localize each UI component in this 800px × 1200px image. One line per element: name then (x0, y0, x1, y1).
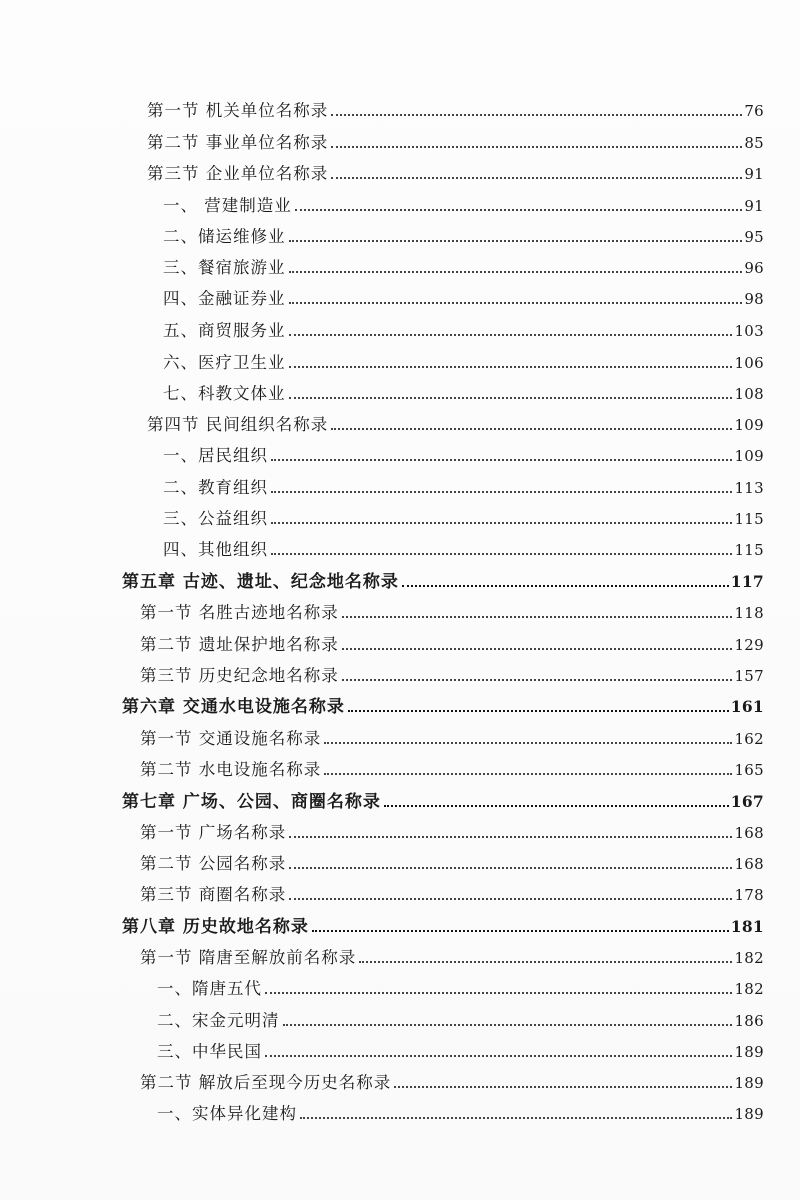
toc-chapter (122, 786, 764, 812)
toc-entry (157, 1005, 764, 1031)
toc-entry (140, 879, 764, 905)
leader-dots (289, 397, 733, 399)
toc-entry-page: 189 (734, 1105, 764, 1123)
toc-entry-title: 第一节 机关单位名称录 (147, 101, 329, 120)
leader-dots (295, 209, 743, 211)
toc-entry (147, 95, 764, 121)
toc-entry-page: 189 (734, 1074, 764, 1092)
leader-dots (289, 240, 743, 242)
toc-entry-page: 109 (734, 416, 764, 434)
toc-entry-title: 一、隋唐五代 (157, 979, 262, 998)
toc-entry-title: 三、中华民国 (157, 1042, 262, 1061)
leader-dots (265, 1055, 732, 1057)
toc-entry (140, 848, 764, 874)
toc-entry-title: 第二节 事业单位名称录 (147, 133, 329, 152)
toc-chapter (122, 911, 764, 937)
toc-entry (140, 597, 764, 623)
toc-entry (163, 252, 764, 278)
toc-entry-page: 182 (734, 949, 764, 967)
leader-dots (271, 522, 732, 524)
toc-entry-page: 182 (734, 980, 764, 998)
toc-entry-page: 91 (744, 165, 764, 183)
toc-entry (140, 754, 764, 780)
toc-entry (163, 534, 764, 560)
toc-entry-title: 六、医疗卫生业 (163, 353, 286, 372)
toc-entry-title: 四、其他组织 (163, 540, 268, 559)
leader-dots (283, 1024, 733, 1026)
toc-entry-title: 一、居民组织 (163, 446, 268, 465)
leader-dots (331, 428, 732, 430)
leader-dots (342, 648, 733, 650)
toc-entry-page: 96 (744, 259, 764, 277)
toc-entry-page: 178 (734, 886, 764, 904)
toc-entry-page: 118 (734, 604, 764, 622)
toc-entry-page: 162 (734, 730, 764, 748)
toc-entry-title: 第四节 民间组织名称录 (147, 415, 329, 434)
toc-entry-title: 一、实体异化建构 (157, 1104, 297, 1123)
leader-dots (265, 992, 732, 994)
toc-entry-page: 95 (744, 228, 764, 246)
leader-dots (324, 742, 732, 744)
leader-dots (289, 867, 732, 869)
toc-chapter-title: 第六章 交通水电设施名称录 (122, 697, 345, 717)
toc-entry (163, 347, 764, 373)
toc-chapter (122, 691, 764, 717)
toc-entry (140, 817, 764, 843)
toc-entry-title: 三、公益组织 (163, 509, 268, 528)
leader-dots (289, 271, 743, 273)
toc-entry-title: 二、教育组织 (163, 478, 268, 497)
toc-entry (163, 283, 764, 309)
toc-chapter-page: 117 (730, 572, 764, 591)
toc-entry (147, 409, 764, 435)
toc-entry-page: 168 (734, 824, 764, 842)
leader-dots (359, 961, 732, 963)
toc-entry (163, 378, 764, 404)
leader-dots (289, 334, 733, 336)
toc-entry (163, 472, 764, 498)
leader-dots (331, 146, 742, 148)
toc-entry (140, 629, 764, 655)
toc-entry-title: 第一节 名胜古迹地名称录 (140, 603, 339, 622)
toc-entry (163, 315, 764, 341)
toc-chapter-title: 第八章 历史故地名称录 (122, 917, 309, 937)
leader-dots (342, 616, 733, 618)
toc-entry-title: 第一节 隋唐至解放前名称录 (140, 948, 357, 967)
toc-entry (147, 127, 764, 153)
toc-chapter-title: 第五章 古迹、遗址、纪念地名称录 (122, 572, 399, 592)
toc-entry-title: 第一节 交通设施名称录 (140, 729, 322, 748)
leader-dots (394, 1086, 732, 1088)
toc-entry-title: 一、 营建制造业 (163, 196, 292, 215)
leader-dots (289, 898, 732, 900)
toc-entry-page: 189 (734, 1043, 764, 1061)
leader-dots (312, 930, 729, 932)
leader-dots (300, 1117, 732, 1119)
toc-entry-page: 106 (734, 354, 764, 372)
toc-chapter-page: 161 (730, 697, 764, 716)
toc-entry (147, 158, 764, 184)
toc-chapter-page: 167 (730, 792, 764, 811)
toc-entry (140, 660, 764, 686)
leader-dots (331, 114, 742, 116)
toc-chapter (122, 566, 764, 592)
toc-entry-page: 109 (734, 447, 764, 465)
toc-entry-title: 第二节 水电设施名称录 (140, 760, 322, 779)
leader-dots (331, 177, 742, 179)
leader-dots (289, 302, 743, 304)
toc-entry-page: 103 (734, 322, 764, 340)
toc-entry-page: 168 (734, 855, 764, 873)
toc-entry-title: 第二节 公园名称录 (140, 854, 287, 873)
toc-entry-page: 91 (744, 197, 764, 215)
toc-entry (163, 221, 764, 247)
leader-dots (271, 491, 732, 493)
leader-dots (342, 679, 733, 681)
toc-entry-page: 113 (734, 479, 764, 497)
toc-entry-page: 186 (734, 1012, 764, 1030)
toc-entry-title: 四、金融证券业 (163, 289, 286, 308)
toc-entry-title: 第三节 企业单位名称录 (147, 164, 329, 183)
toc-entry-page: 85 (744, 134, 764, 152)
toc-entry-title: 第三节 商圈名称录 (140, 885, 287, 904)
toc-entry-title: 三、餐宿旅游业 (163, 258, 286, 277)
toc-entry-page: 165 (734, 761, 764, 779)
toc-entry (163, 190, 764, 216)
toc-entry-title: 第一节 广场名称录 (140, 823, 287, 842)
toc-entry (140, 1067, 764, 1093)
leader-dots (384, 805, 729, 807)
toc-chapter-page: 181 (730, 917, 764, 936)
leader-dots (402, 585, 729, 587)
toc-entry-page: 76 (744, 102, 764, 120)
toc-entry-title: 二、宋金元明清 (157, 1011, 280, 1030)
toc-entry-title: 第三节 历史纪念地名称录 (140, 666, 339, 685)
toc-entry (163, 503, 764, 529)
toc-entry (157, 973, 764, 999)
toc-entry-page: 129 (734, 636, 764, 654)
toc-entry-title: 第二节 解放后至现今历史名称录 (140, 1073, 392, 1092)
toc-entry-title: 五、商贸服务业 (163, 321, 286, 340)
leader-dots (324, 773, 732, 775)
toc-entry (157, 1098, 764, 1124)
toc-chapter-title: 第七章 广场、公园、商圈名称录 (122, 792, 381, 812)
toc-entry-page: 157 (734, 667, 764, 685)
toc-entry (163, 440, 764, 466)
toc-entry-title: 第二节 遗址保护地名称录 (140, 635, 339, 654)
toc-entry-title: 七、科教文体业 (163, 384, 286, 403)
toc-entry-page: 98 (744, 290, 764, 308)
toc-entry-page: 108 (734, 385, 764, 403)
leader-dots (271, 459, 732, 461)
leader-dots (289, 366, 733, 368)
toc-entry (157, 1036, 764, 1062)
leader-dots (289, 836, 732, 838)
leader-dots (348, 710, 729, 712)
toc-entry-page: 115 (734, 541, 764, 559)
toc-entry (140, 723, 764, 749)
toc-entry-page: 115 (734, 510, 764, 528)
toc-entry (140, 942, 764, 968)
leader-dots (271, 553, 732, 555)
toc-entry-title: 二、储运维修业 (163, 227, 286, 246)
